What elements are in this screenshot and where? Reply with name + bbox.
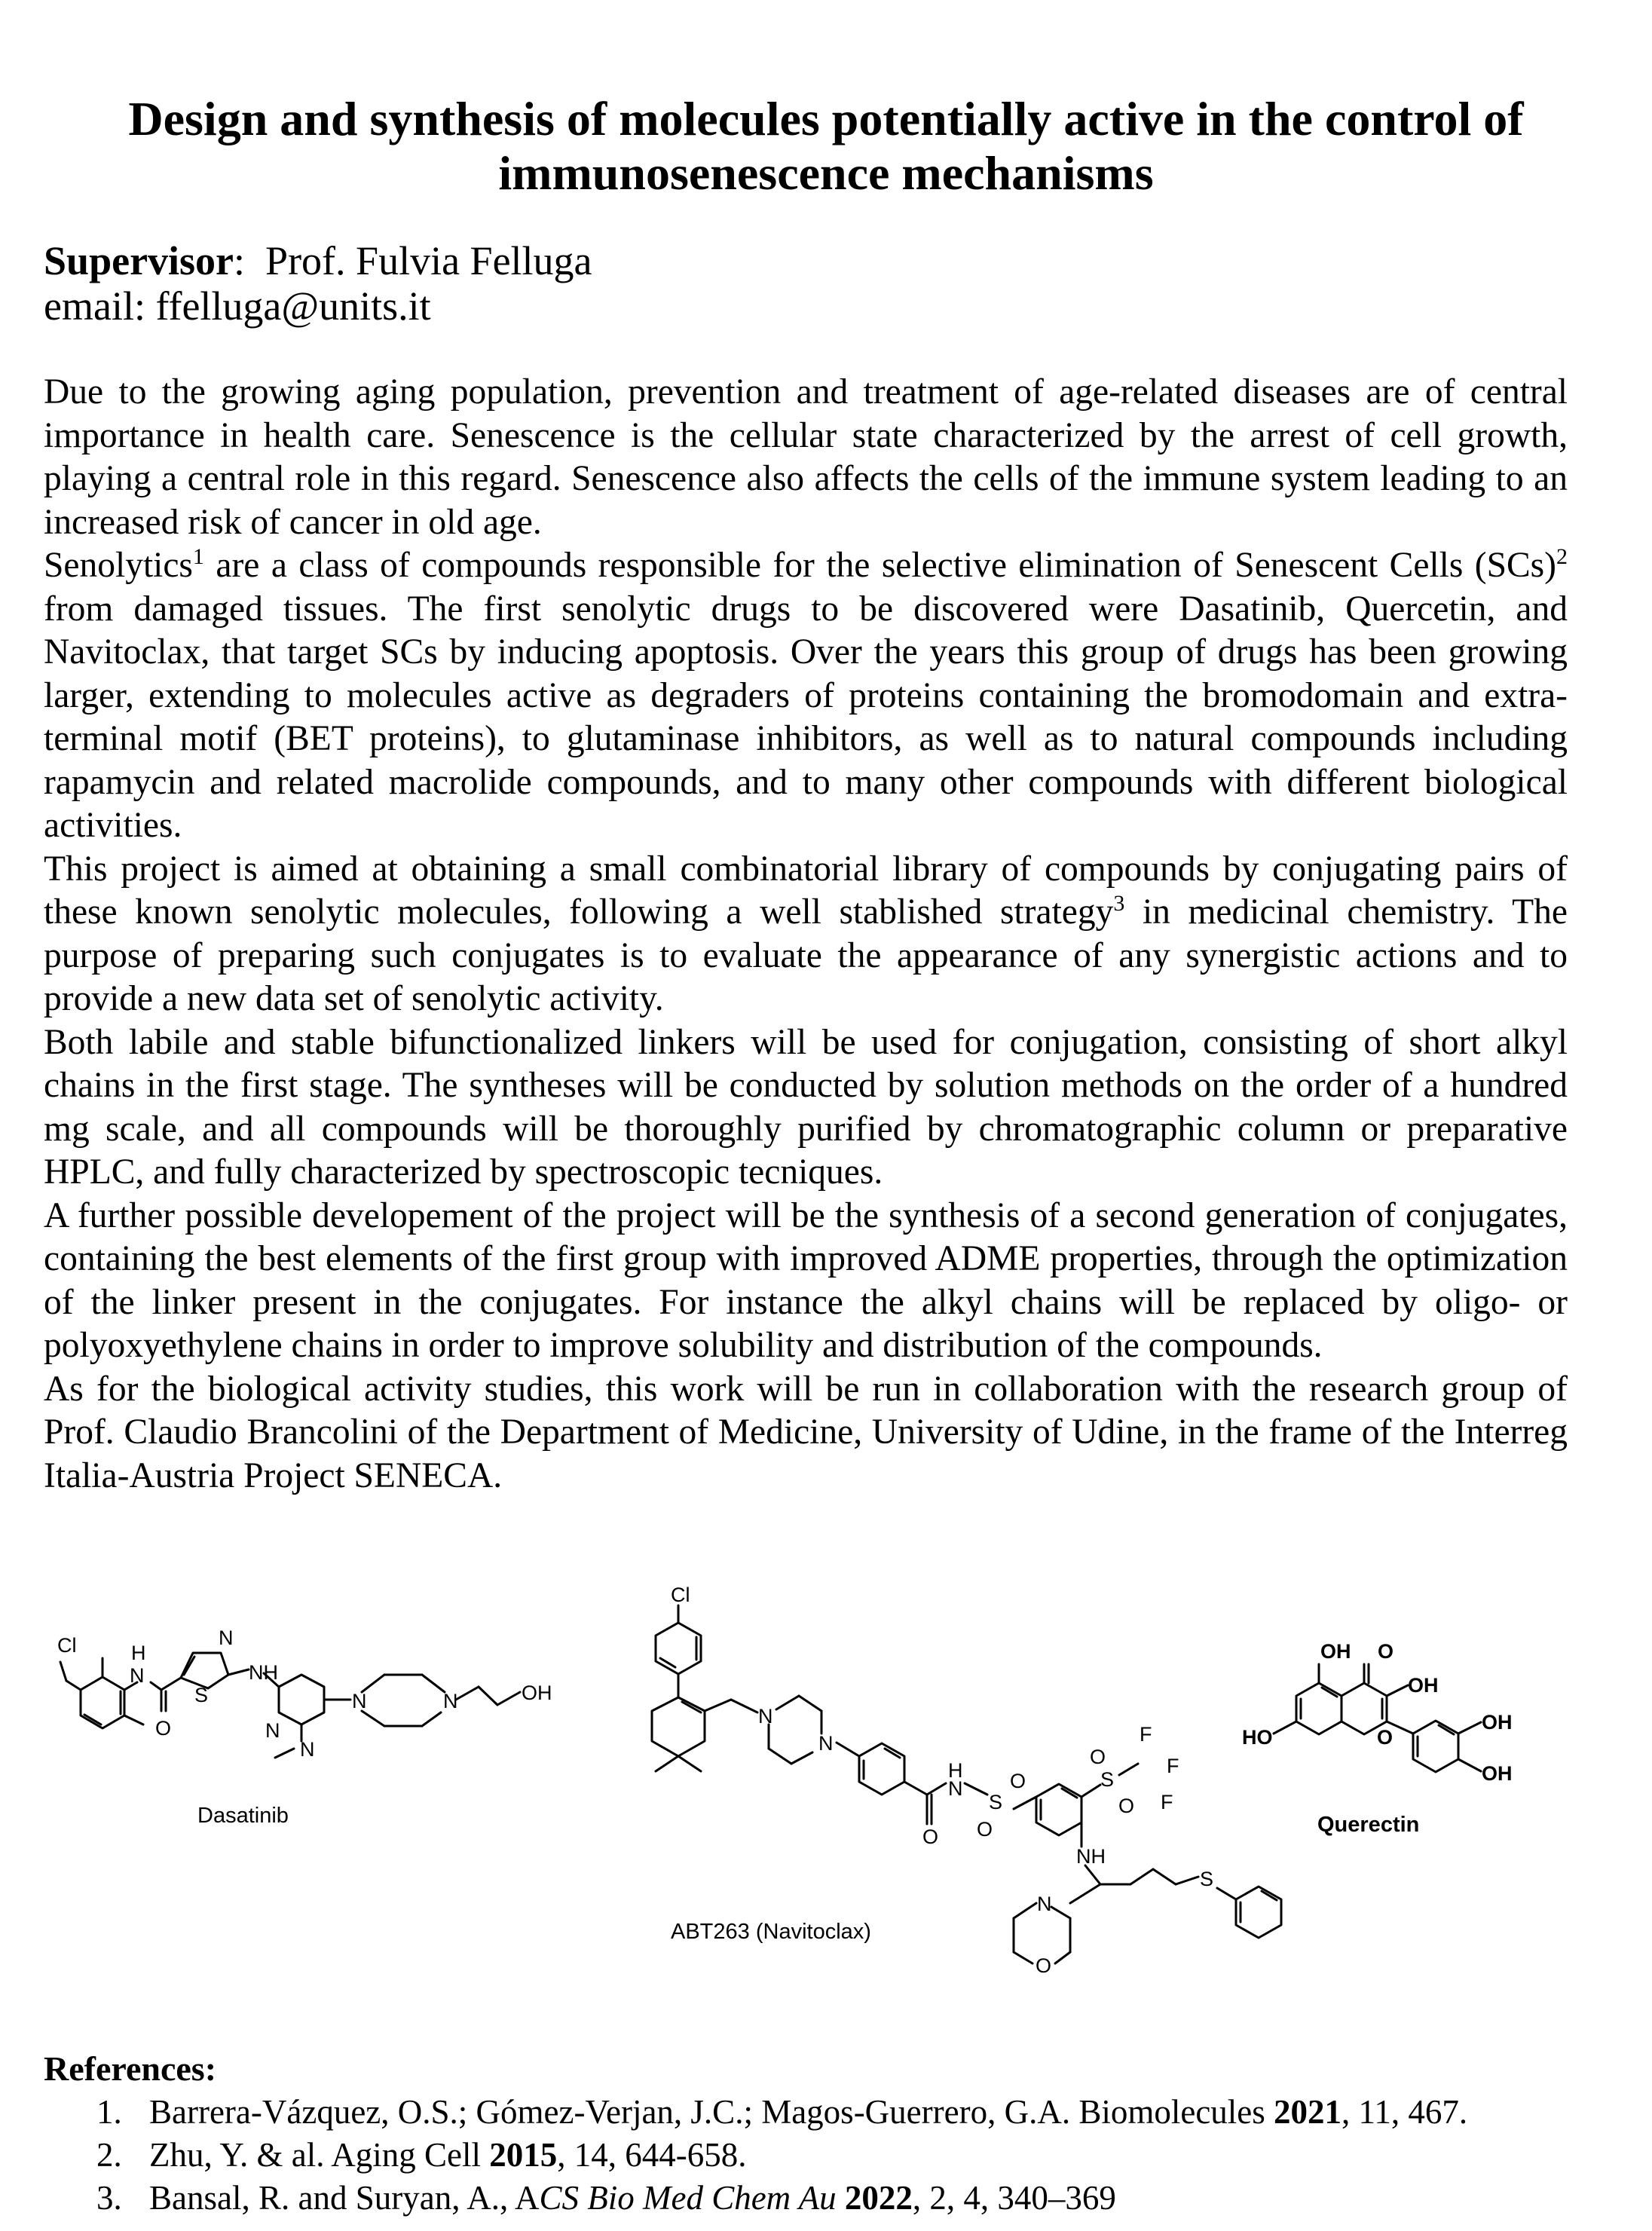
navitoclax-labels — [671, 1584, 1213, 1977]
p2-text-b: are a class of compounds responsible for the selective elimination of Senescent Cells (SCs) — [203, 546, 1556, 585]
atom-s-thiazole: S — [194, 1684, 209, 1706]
navitoclax-caption: ABT263 (Navitoclax) — [671, 1920, 871, 1944]
atom-n-morpholine: N — [1037, 1893, 1052, 1915]
atom-o-morpholine: O — [1036, 1954, 1052, 1977]
ref-superscript: 2 — [1556, 544, 1568, 570]
quercetin-caption: Querectin — [1317, 1813, 1420, 1837]
chemical-structures-figure — [0, 1583, 1652, 2035]
reference-number: 3. — [96, 2179, 122, 2217]
atom-o-1: O — [1377, 1726, 1393, 1749]
reference-year: 2022 — [836, 2179, 913, 2217]
references-heading: References: — [44, 2049, 217, 2088]
dasatinib-caption: Dasatinib — [197, 1804, 289, 1828]
dasatinib-labels — [57, 1627, 552, 1828]
paragraph-intro: Due to the growing aging population, prevention and treatment of age-related diseases are of central importance in health care. Senescence is the cellular state characterized by the arrest of cell growth, playing a central role in this regard. Senescence also affects the cells of the immune system leading to an increased risk of cancer in old age. — [44, 372, 1568, 542]
atom-o-amide: O — [155, 1717, 172, 1740]
atom-o-sulfonyl-1b: O — [977, 1818, 993, 1841]
atom-o-sulfonyl-1a: O — [1010, 1770, 1026, 1792]
atom-n-thiazole: N — [219, 1627, 234, 1649]
atom-s-thioether: S — [1200, 1868, 1214, 1890]
atom-ho-7: HO — [1242, 1726, 1273, 1749]
atom-n-sulfonamide: N — [948, 1777, 963, 1800]
atom-f-3: F — [1161, 1791, 1173, 1813]
ref-superscript: 3 — [1113, 891, 1125, 917]
reference-text-end: , 11, 467. — [1341, 2093, 1468, 2131]
paragraph-senolytics — [44, 544, 1568, 848]
paragraph-linkers: Both labile and stable bifunctionalized linkers will be used for conjugation, consisting of short alkyl chains in the first stage. The syntheses will be conducted by solution methods on the order of a hundred mg scale, and all compounds will be thoroughly purified by chromatographic column or preparative HPLC, and fully characterized by spectroscopic tecniques. — [44, 1022, 1568, 1192]
atom-s-sulfonyl-1: S — [989, 1791, 1003, 1813]
paragraph-collaboration: As for the biological activity studies, this work will be run in collaboration with the research group of Prof. Claudio Brancolini of the Department of Medicine, University of Udine, in the frame of the Interreg Italia-Austria Project SENECA. — [44, 1369, 1568, 1495]
atom-h: H — [948, 1759, 963, 1782]
supervisor-name: Prof. Fulvia Felluga — [265, 238, 592, 283]
atom-cl: Cl — [57, 1634, 77, 1657]
atom-nh: NH — [249, 1661, 278, 1684]
reference-text: Barrera-Vázquez, O.S.; Gómez-Verjan, J.C.; Magos-Guerrero, G.A. Biomolecules — [149, 2093, 1274, 2131]
reference-number: 2. — [96, 2136, 122, 2174]
atom-f-2: F — [1167, 1755, 1179, 1777]
quercetin-structure — [1274, 1664, 1481, 1772]
reference-text-end: , 2, 4, 340–369 — [912, 2179, 1116, 2217]
email-line — [44, 283, 431, 329]
email-address: ffelluga@units.it — [155, 283, 431, 329]
atom-o-amide: O — [922, 1826, 939, 1848]
atom-n-piperazine-1: N — [352, 1690, 367, 1712]
navitoclax-structure — [652, 1605, 1281, 1963]
atom-o-sulfonyl-2b: O — [1118, 1795, 1135, 1817]
atom-h: H — [131, 1642, 146, 1664]
atom-cl: Cl — [671, 1584, 690, 1606]
email-label: email: — [44, 283, 145, 329]
atom-oh-5: OH — [1320, 1640, 1351, 1663]
atom-s-sulfonyl-2: S — [1100, 1768, 1115, 1791]
atom-oh-3prime: OH — [1482, 1711, 1513, 1734]
atom-o-sulfonyl-2a: O — [1090, 1746, 1106, 1768]
supervisor-line: Supervisor: Prof. Fulvia Felluga — [44, 238, 592, 283]
reference-year: 2021 — [1274, 2093, 1342, 2131]
atom-oh: OH — [522, 1682, 552, 1704]
reference-text-end: , 14, 644-658. — [557, 2136, 747, 2174]
atom-n-pyrimidine-2: N — [300, 1738, 315, 1761]
p3-text-b: in medicinal chemistry. The purpose of preparing such conjugates is to evaluate the appearance of any synergistic actions and to provide a new data set of senolytic activity. — [44, 892, 1568, 1018]
atom-n-piperazine-2: N — [818, 1732, 834, 1755]
reference-item — [75, 2177, 1467, 2220]
p2-text-c: from damaged tissues. The first senolytic drugs to be discovered were Dasatinib, Quercetin, and Navitoclax, that target SCs by inducing apoptosis. Over the years this group of drugs has been growing larger, extending to molecules active as degraders of proteins containing the bromodomain and extra-terminal motif (BET proteins), to glutaminase inhibitors, as well as to natural compounds including rapamycin and related macrolide compounds, and to many other compounds with different biological activities. — [44, 589, 1568, 845]
atom-oh-4prime: OH — [1482, 1762, 1513, 1785]
paragraph-development: A further possible developement of the project will be the synthesis of a second generation of conjugates, containing the best elements of the first group with improved ADME properties, through the optimization of the linker present in the conjugates. For instance the alkyl chains will be replaced by oligo- or polyoxyethylene chains in order to improve solubility and distribution of the compounds. — [44, 1195, 1568, 1365]
reference-item — [75, 2091, 1467, 2134]
atom-n-piperazine-2: N — [443, 1690, 458, 1712]
supervisor-label: Supervisor — [44, 238, 234, 283]
p2-text-a: Senolytics — [44, 546, 193, 585]
reference-item — [75, 2134, 1467, 2177]
body-text — [44, 371, 1568, 1498]
atom-nh: NH — [1076, 1845, 1106, 1868]
atom-f-1: F — [1140, 1723, 1152, 1746]
reference-journal: CS Bio Med Chem Au — [539, 2179, 837, 2217]
reference-text: Bansal, R. and Suryan, A., A — [149, 2179, 540, 2217]
atom-n-piperazine-1: N — [758, 1705, 773, 1728]
references-list — [75, 2091, 1467, 2220]
quercetin-labels — [1242, 1640, 1513, 1837]
reference-year: 2015 — [489, 2136, 558, 2174]
ref-superscript: 1 — [192, 544, 204, 570]
page-title: Design and synthesis of molecules potentially active in the control of immunosenescence mechanisms — [128, 92, 1524, 200]
p3-text-a: This project is aimed at obtaining a small combinatorial library of compounds by conjugating pairs of these known senolytic molecules, following a well stablished strategy — [44, 849, 1568, 932]
atom-oh-3: OH — [1408, 1674, 1439, 1697]
atom-o-4: O — [1378, 1640, 1394, 1663]
reference-text: Zhu, Y. & al. Aging Cell — [149, 2136, 490, 2174]
atom-n-amide: N — [130, 1664, 145, 1687]
reference-number: 1. — [96, 2093, 122, 2131]
atom-n-pyrimidine-1: N — [265, 1719, 280, 1742]
paragraph-project — [44, 848, 1568, 1021]
